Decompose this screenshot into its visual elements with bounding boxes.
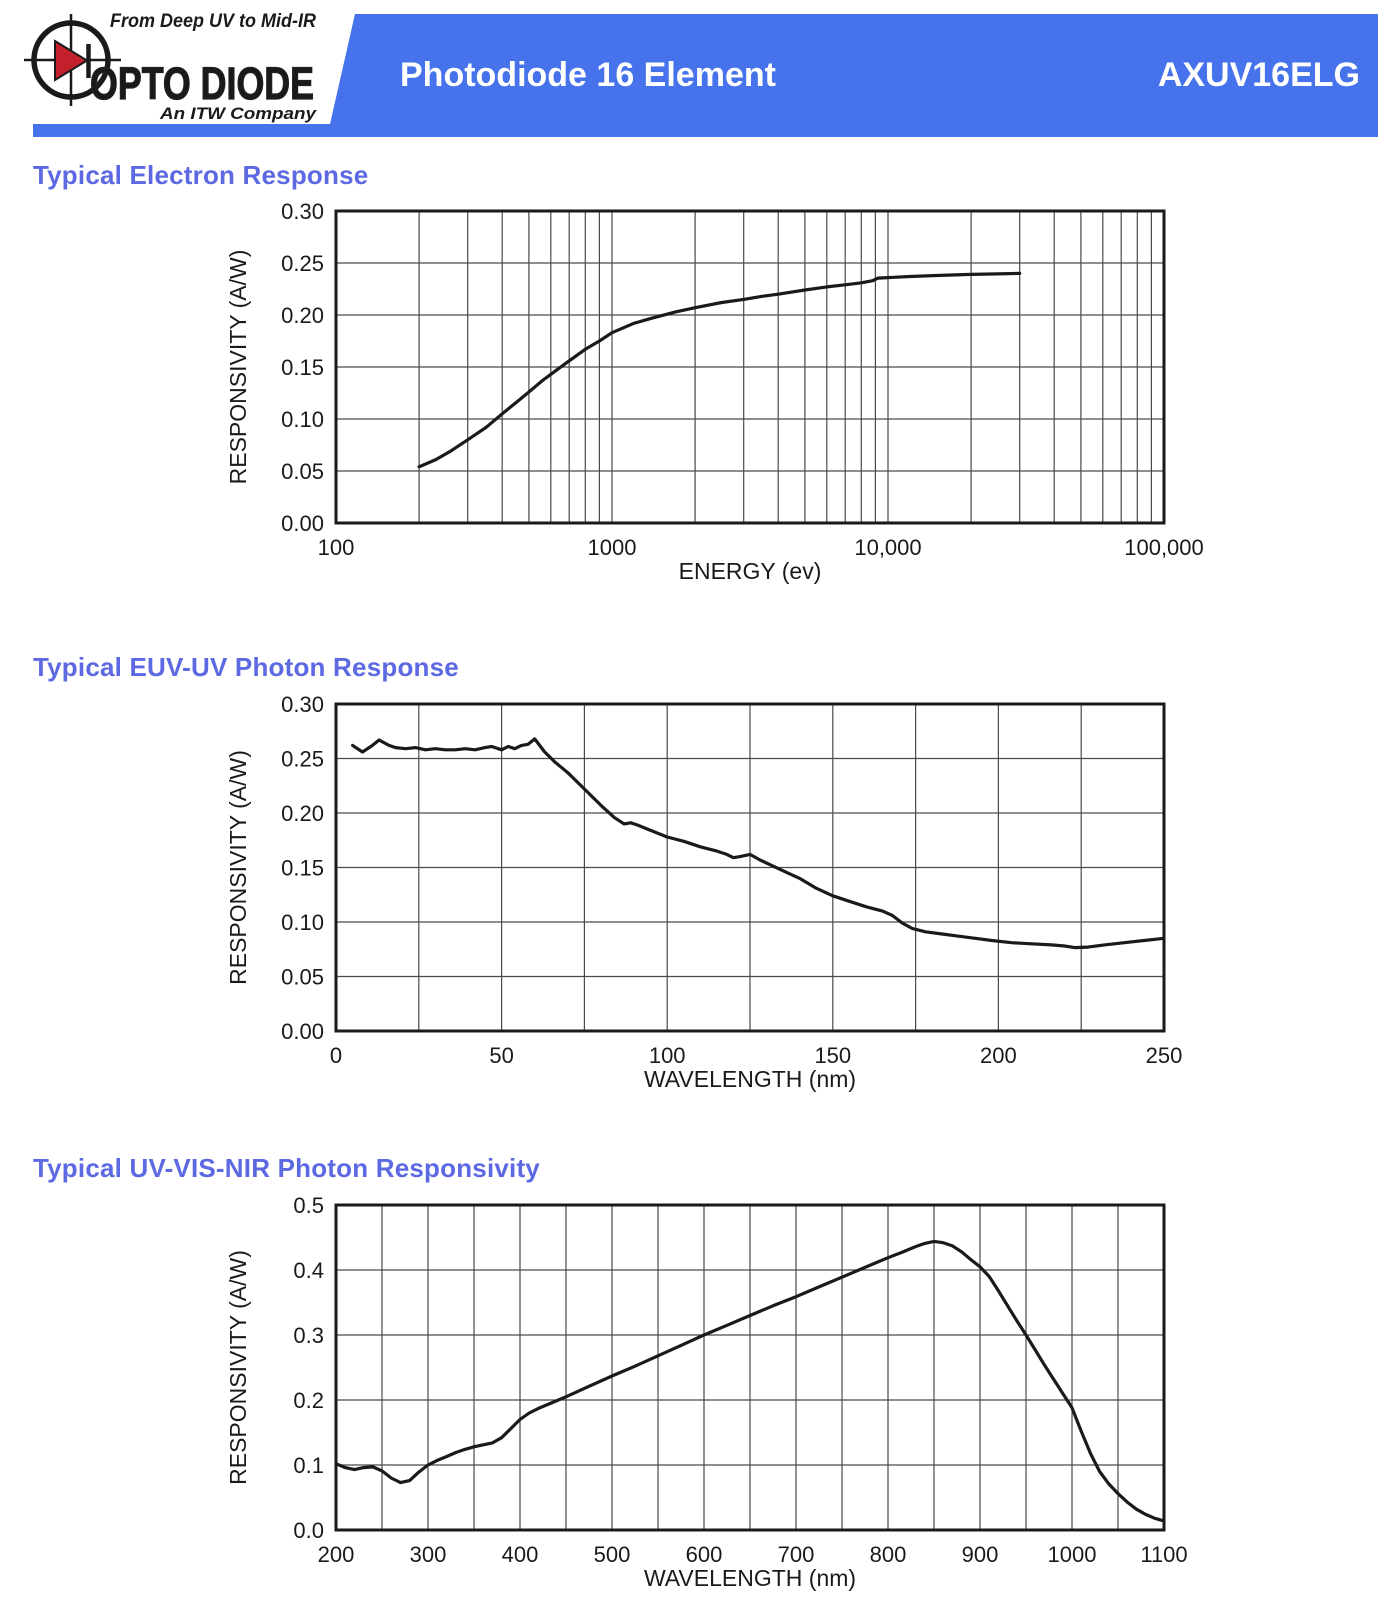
logo-wordmark: OPTO DIODE — [90, 58, 314, 109]
y-tick-label: 0.30 — [281, 692, 324, 717]
y-tick-label: 0.2 — [293, 1388, 324, 1413]
y-tick-label: 0.15 — [281, 355, 324, 380]
x-tick-label: 250 — [1145, 1043, 1183, 1068]
x-tick-label: 10,000 — [854, 535, 922, 560]
x-tick-label: 1000 — [1047, 1542, 1097, 1567]
y-tick-label: 0.10 — [281, 407, 324, 432]
y-tick-label: 0.4 — [293, 1258, 324, 1283]
y-axis-title: RESPONSIVITY (A/W) — [225, 1250, 251, 1485]
x-tick-label: 150 — [814, 1043, 852, 1068]
x-tick-label: 700 — [777, 1542, 815, 1567]
x-tick-label: 1000 — [587, 535, 637, 560]
x-tick-label: 800 — [869, 1542, 907, 1567]
chart-electron-response — [0, 190, 1392, 590]
x-tick-label: 900 — [961, 1542, 999, 1567]
y-tick-label: 0.25 — [281, 746, 324, 772]
x-axis-title: ENERGY (ev) — [678, 558, 822, 584]
y-axis-title: RESPONSIVITY (A/W) — [225, 750, 251, 985]
banner-product-title: Photodiode 16 Element — [400, 56, 776, 94]
y-tick-label: 0.15 — [281, 855, 324, 881]
y-tick-label: 0.25 — [281, 251, 324, 276]
y-tick-label: 0.00 — [281, 511, 324, 536]
chart-euv-uv-photon-response — [0, 688, 1392, 1100]
banner-part-number: AXUV16ELG — [1157, 56, 1360, 94]
y-axis-title: RESPONSIVITY (A/W) — [225, 249, 251, 485]
header — [0, 0, 1392, 150]
x-tick-label: 600 — [685, 1542, 723, 1567]
y-tick-label: 0.30 — [281, 199, 324, 224]
x-tick-label: 100 — [648, 1043, 686, 1068]
section-title-electron-response: Typical Electron Response — [33, 160, 369, 190]
y-tick-label: 0.20 — [281, 801, 324, 826]
x-axis-title: WAVELENGTH (nm) — [643, 1066, 857, 1092]
y-tick-label: 0.5 — [293, 1193, 324, 1218]
x-tick-label: 1100 — [1140, 1542, 1188, 1567]
y-tick-label: 0.10 — [281, 910, 324, 935]
y-tick-label: 0.3 — [293, 1323, 324, 1348]
x-tick-label: 400 — [501, 1542, 539, 1567]
logo-tagline: From Deep UV to Mid-IR — [110, 11, 317, 32]
y-tick-label: 0.00 — [281, 1019, 324, 1044]
x-tick-label: 50 — [489, 1043, 514, 1068]
logo-itw-subtext: An ITW Company — [158, 104, 318, 123]
x-tick-label: 500 — [593, 1542, 631, 1567]
x-tick-label: 0 — [329, 1043, 343, 1068]
x-axis-title: WAVELENGTH (nm) — [643, 1565, 857, 1591]
chart-uv-vis-nir-photon-responsivity — [0, 1189, 1392, 1604]
section-title-uv-vis-nir-responsivity: Typical UV-VIS-NIR Photon Responsivity — [33, 1153, 540, 1183]
header-graphic — [0, 0, 1392, 150]
x-tick-label: 200 — [980, 1043, 1017, 1068]
section-title-euv-uv-response: Typical EUV-UV Photon Response — [33, 652, 459, 682]
y-tick-label: 0.05 — [281, 459, 324, 484]
y-tick-label: 0.1 — [293, 1453, 324, 1478]
x-tick-label: 200 — [317, 1542, 355, 1567]
data-curve — [419, 273, 1020, 466]
x-tick-label: 300 — [409, 1542, 447, 1567]
y-tick-label: 0.05 — [281, 964, 324, 990]
x-tick-label: 100,000 — [1124, 535, 1204, 560]
data-curve — [353, 739, 1164, 948]
y-tick-label: 0.20 — [281, 303, 324, 328]
y-tick-label: 0.0 — [293, 1518, 324, 1543]
x-tick-label: 100 — [317, 535, 355, 560]
